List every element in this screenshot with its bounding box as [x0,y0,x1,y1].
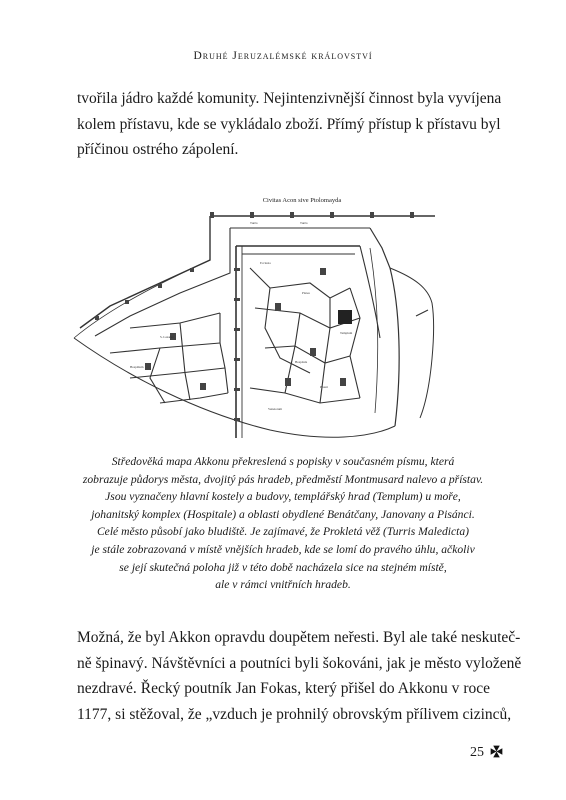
paragraph-line: Možná, že byl Akkon opravdu doupětem neřesti. Byl ale také neskuteč- [77,629,521,646]
caption-line: zobrazuje půdorys města, dvojitý pás hradeb, předměstí Montmusard nalevo a přístav. [82,472,484,486]
svg-text:Templum: Templum [340,331,353,335]
svg-text:Venetorum: Venetorum [268,407,282,411]
figure-caption [70,453,496,594]
running-header: Druhé Jeruzalémské království [193,50,373,62]
svg-text:Pisani: Pisani [320,385,328,389]
paragraph-line: kolem přístavu, kde se vykládalo zboží. Přímý přístup k přístavu byl [77,115,501,133]
paragraph-line: tvořila jádro každé komunity. Nejintenzivnější činnost byla vyvíjena [77,90,502,107]
paragraph-line: ně špinavý. Návštěvníci a poutníci byli šokováni, jak je město vyloženě [77,654,522,672]
caption-line: Středověká mapa Akkonu překreslená s popisky v současném písmu, která [111,455,455,468]
paragraph-line: příčinou ostrého zápolení. [77,141,239,158]
svg-text:Turris: Turris [300,221,308,225]
map-title: Civitas Acon sive Ptolomayda [262,197,342,204]
caption-line: Celé město působí jako bludiště. Je zajímavé, že Prokletá věž (Turris Maledicta) [96,525,470,539]
svg-text:Platea: Platea [302,291,310,295]
caption-line: johanitský komplex (Hospitale) a oblasti obydlené Benátčany, Janovany a Pisánci. [91,507,475,521]
caption-line: Jsou vyznačeny hlavní kostely a budovy, templářský hrad (Templum) u moře, [105,490,461,504]
svg-text:Hospitium: Hospitium [130,365,144,369]
svg-text:Ecclesia: Ecclesia [260,261,271,265]
acre-map-illustration [70,188,500,443]
svg-text:Hospitale: Hospitale [295,360,308,364]
paragraph-line: nezdravé. Řecký poutník Jan Fokas, který přišel do Akkonu v roce [77,680,490,697]
paragraph-intro [77,86,502,163]
caption-line: je stále zobrazovaná v místě vnějších hradeb, kde se lomí do pravého úhlu, ačkoliv [91,542,475,556]
cross-pattee-icon [490,745,503,758]
caption-line: se její skutečná poloha již v této době nacházela sice na stejném místě, [119,560,447,574]
page-number: 25 [470,745,484,760]
svg-text:S. Lazarus: S. Lazarus [160,335,174,339]
paragraph-body [77,625,522,727]
paragraph-line: 1177, si stěžoval, že „vzduch je prohnilý obrovským přílivem cizinců, [77,705,512,723]
caption-line: ale v rámci vnitřních hradeb. [215,578,351,592]
svg-text:Turris: Turris [250,221,258,225]
